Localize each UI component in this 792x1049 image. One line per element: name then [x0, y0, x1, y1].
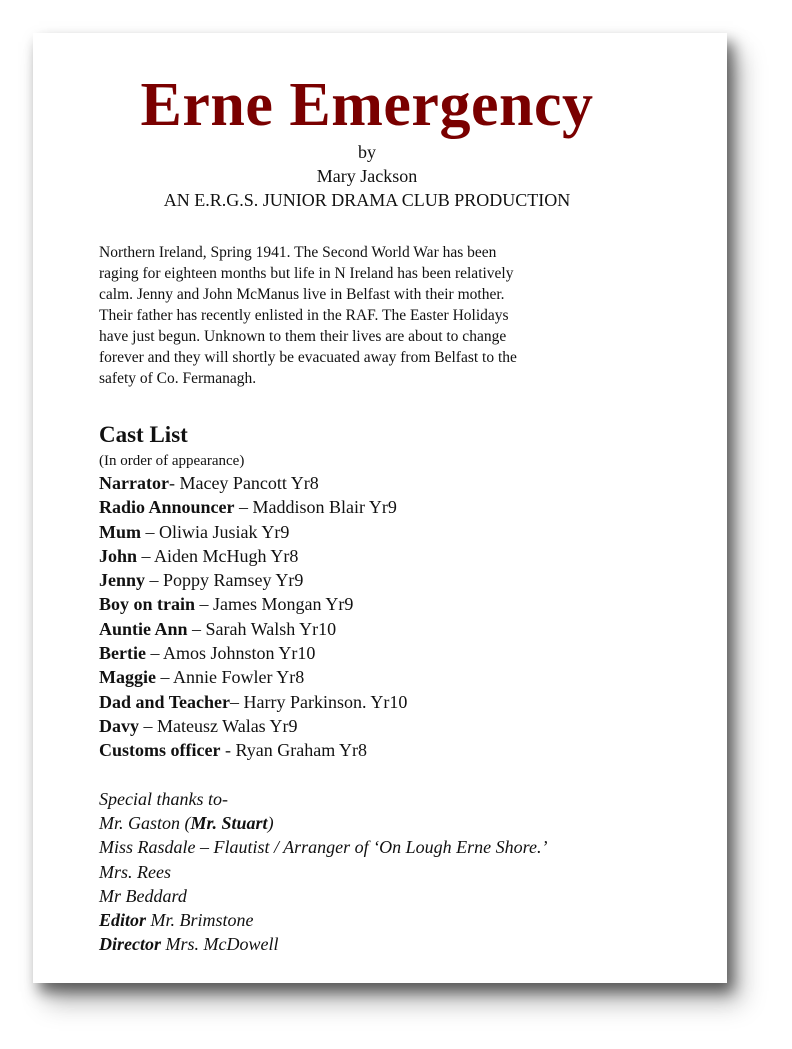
- editor-name: Mr. Brimstone: [146, 910, 254, 931]
- cast-member: [99, 471, 407, 495]
- intro-line: calm. Jenny and John McManus live in Belfast with their mother.: [99, 286, 505, 303]
- cast-member: [99, 641, 407, 665]
- cast-member: [99, 617, 407, 641]
- author-name: Mary Jackson: [316, 166, 418, 186]
- cast-list-heading: Cast List: [99, 422, 188, 447]
- cast-role: Radio Announcer: [99, 497, 235, 518]
- cast-role: John: [99, 545, 138, 566]
- cast-member: [99, 665, 407, 689]
- intro-line: have just begun. Unknown to them their lives are about to change: [99, 328, 507, 345]
- cast-member: [99, 592, 407, 616]
- production-credit: AN E.R.G.S. JUNIOR DRAMA CLUB PRODUCTION: [163, 190, 571, 210]
- cast-member: [99, 738, 407, 762]
- special-thanks: [99, 787, 548, 956]
- cast-member: [99, 520, 407, 544]
- play-title: Erne Emergency: [140, 71, 594, 139]
- intro-line: Northern Ireland, Spring 1941. The Second World War has been: [99, 244, 497, 261]
- cast-role: Customs officer: [99, 740, 221, 761]
- cast-member: [99, 690, 407, 714]
- cast-role: Jenny: [99, 570, 146, 591]
- director-name: Mrs. McDowell: [161, 934, 279, 955]
- byline-by: by: [358, 142, 376, 162]
- cast-actor: – James Mongan Yr9: [195, 594, 354, 615]
- intro-line: forever and they will shortly be evacuated away from Belfast to the: [99, 349, 517, 366]
- thanks-gaston-bold: Mr. Stuart: [190, 813, 268, 834]
- intro-line: safety of Co. Fermanagh.: [99, 370, 257, 387]
- cast-role: Auntie Ann: [99, 618, 188, 639]
- cast-actor: - Macey Pancott Yr8: [168, 473, 319, 493]
- cast-actor: – Oliwia Jusiak Yr9: [141, 521, 290, 542]
- cast-role: Boy on train: [99, 594, 196, 615]
- cast-member: [99, 714, 407, 738]
- cast-member: [99, 568, 407, 592]
- thanks-heading: Special thanks to-: [99, 789, 228, 809]
- cast-actor: – Poppy Ramsey Yr9: [145, 570, 304, 591]
- cast-order-note: (In order of appearance): [99, 453, 245, 469]
- programme-page: [33, 33, 727, 983]
- thanks-rasdale: Miss Rasdale – Flautist / Arranger of ‘On Lough Erne Shore.’: [99, 837, 548, 858]
- cast-role: Dad and Teacher: [99, 691, 231, 712]
- cast-actor: – Harry Parkinson. Yr10: [230, 691, 408, 712]
- intro-paragraph: [99, 242, 629, 389]
- cast-role: Davy: [99, 715, 139, 736]
- cast-actor: – Annie Fowler Yr8: [155, 667, 305, 688]
- thanks-editor: [99, 908, 548, 932]
- cast-list: [99, 471, 407, 763]
- intro-line: Their father has recently enlisted in the RAF. The Easter Holidays: [99, 307, 509, 324]
- cast-actor: – Aiden McHugh Yr8: [137, 545, 299, 566]
- cast-actor: – Amos Johnston Yr10: [145, 643, 316, 664]
- cast-role: Mum: [99, 521, 141, 542]
- director-label: Director: [99, 934, 161, 955]
- cast-actor: - Ryan Graham Yr8: [220, 740, 368, 761]
- cast-member: [99, 544, 407, 568]
- cast-role: Narrator: [99, 473, 169, 493]
- editor-label: Editor: [99, 910, 147, 931]
- thanks-gaston-prefix: Mr. Gaston (: [99, 813, 191, 834]
- cast-role: Maggie: [99, 667, 156, 688]
- cast-actor: – Maddison Blair Yr9: [234, 497, 397, 518]
- thanks-gaston: [99, 811, 548, 835]
- intro-line: raging for eighteen months but life in N Ireland has been relatively: [99, 265, 514, 282]
- cast-role: Bertie: [99, 643, 146, 664]
- thanks-beddard: Mr Beddard: [99, 885, 187, 906]
- cast-actor: – Mateusz Walas Yr9: [139, 715, 298, 736]
- cast-member: [99, 495, 407, 519]
- cast-actor: – Sarah Walsh Yr10: [187, 618, 337, 639]
- thanks-director: [99, 932, 548, 956]
- thanks-rees: Mrs. Rees: [99, 861, 171, 882]
- thanks-gaston-suffix: ): [267, 813, 274, 834]
